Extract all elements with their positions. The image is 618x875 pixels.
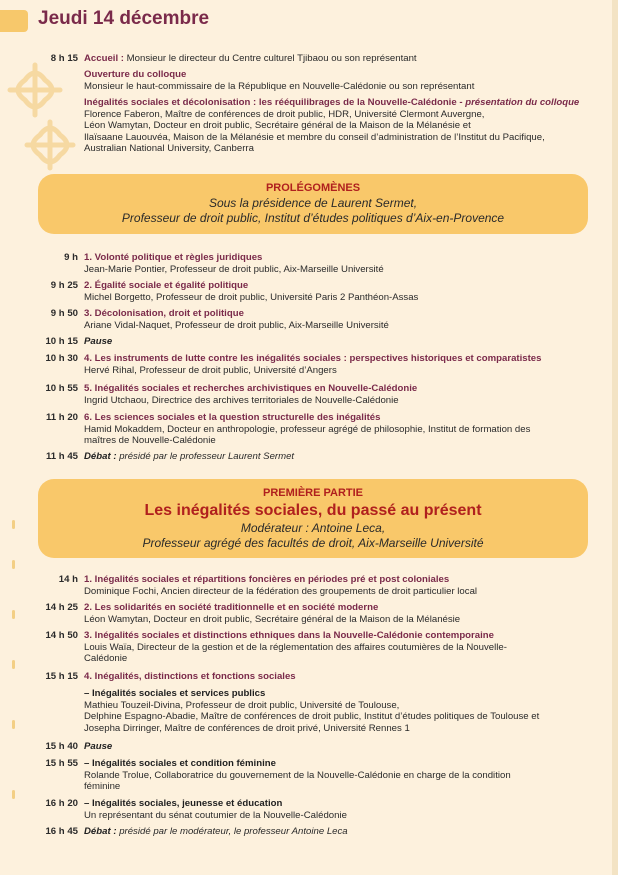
talk-speaker: Ariane Vidal-Naquet, Professeur de droit public, Aix-Marseille Université [84,319,389,331]
item-text: Léon Wamytan, Docteur en droit public, Secrétaire général de la Maison de la Mélanésie et [84,120,471,132]
item-text: Australian National University, Canberra [84,143,254,155]
margin-dash [12,560,15,569]
section-box-prolegomenes [38,174,588,234]
talk-speaker: Jean-Marie Pontier, Professeur de droit public, Aix-Marseille Université [84,263,384,275]
pause-label: Pause [84,741,113,752]
talk-title: 5. Inégalités sociales et recherches archivistiques en Nouvelle-Calédonie [84,383,418,394]
time-label: 10 h 15 [45,336,78,347]
section-title: PROLÉGOMÈNES [265,182,361,194]
time-label: 15 h 40 [45,741,78,752]
section-moderator-title: Professeur agrégé des facultés de droit, Aix-Marseille Université [142,536,484,550]
talk-speaker-cont: Delphine Espagno-Abadie, Maître de conférences de droit public, Institut d’études politiques de Toulouse et [84,711,540,723]
talk-speaker-cont: féminine [84,781,121,793]
item-text: Monsieur le directeur du Centre culturel Tjibaou ou son représentant [126,53,417,64]
talk-speaker: Mathieu Touzeil-Divina, Professeur de droit public, Université de Toulouse, [84,699,400,711]
talk-title: 4. Les instruments de lutte contre les inégalités sociales : perspectives historiques et comparatistes [84,353,542,364]
debat-text: présidé par le modérateur, le professeur Antoine Leca [119,826,348,837]
talk-speaker-cont: Calédonie [84,653,128,665]
margin-dash [12,720,15,729]
item-text: Monsieur le haut-commissaire de la République en Nouvelle-Calédonie ou son représentant [84,80,475,92]
time-label: 9 h 50 [50,308,78,319]
subtalk-title: – Inégalités sociales, jeunesse et éducation [84,798,283,809]
section-chair: Sous la présidence de Laurent Sermet, [208,196,418,210]
talk-speaker: Ingrid Utchaou, Directrice des archives territoriales de Nouvelle-Calédonie [84,394,399,406]
time-label: 15 h 15 [45,671,78,682]
date-tab-marker [0,10,28,32]
talk-speaker: Un représentant du sénat coutumier de la Nouvelle-Calédonie [84,809,347,821]
talk-speaker: Léon Wamytan, Docteur en droit public, Secrétaire général de la Maison de la Mélanésie [84,613,461,625]
time-label: 16 h 45 [45,826,78,837]
margin-dash [12,520,15,529]
time-label: 11 h 45 [45,451,78,462]
section-moderator: Modérateur : Antoine Leca, [240,521,386,535]
subtalk-title: – Inégalités sociales et condition féminine [84,758,276,769]
debat-label: Débat : [84,451,120,462]
talk-title: 4. Inégalités, distinctions et fonctions sociales [84,671,296,682]
section-headline: Les inégalités sociales, du passé au présent [144,502,482,519]
talk-speaker: Rolande Trolue, Collaboratrice du gouvernement de la Nouvelle-Calédonie en charge de la condition [84,769,511,781]
time-label: 14 h 50 [45,630,78,641]
page-edge [612,0,618,875]
talk-title: 2. Les solidarités en société traditionnelle et en société moderne [84,602,379,613]
talk-speaker: Louis Waïa, Directeur de la gestion et de la réglementation des affaires coutumières de la Nouvelle- [84,641,507,653]
time-label: 9 h [64,252,78,263]
item-text: Ilaïsaane Lauouvéa, Maison de la Mélanésie et membre du conseil d’administration de l’Institut du Pacifique, [84,131,545,143]
margin-dash [12,790,15,799]
talk-speaker: Dominique Fochi, Ancien directeur de la fédération des groupements de droit particulier local [84,585,478,597]
talk-title: 2. Égalité sociale et égalité politique [84,280,249,291]
time-label: 15 h 55 [45,758,78,769]
item-title-italic: présentation du colloque [465,97,580,108]
talk-title: 3. Inégalités sociales et distinctions ethniques dans la Nouvelle-Calédonie contemporaine [84,630,494,641]
item-text: Florence Faberon, Maître de conférences de droit public, HDR, Université Clermont Auvergne, [84,108,485,120]
talk-speaker: Hervé Rihal, Professeur de droit public, Université d’Angers [84,364,337,376]
time-label: 14 h 25 [45,602,78,613]
time-label: 10 h 30 [45,353,78,364]
debat-label: Débat : [84,826,120,837]
talk-title: 6. Les sciences sociales et la question structurelle des inégalités [84,412,381,423]
section-chair-title: Professeur de droit public, Institut d’études politiques d’Aix-en-Provence [121,211,505,225]
time-label: 8 h 15 [50,53,78,64]
margin-dash [12,660,15,669]
section-box-premiere-partie [38,479,588,558]
item-title: Accueil : [84,53,127,64]
debat-text: présidé par le professeur Laurent Sermet [119,451,295,462]
item-title: Ouverture du colloque [84,69,187,80]
time-label: 16 h 20 [45,798,78,809]
talk-speaker-cont: Josepha Dirringer, Maître de conférences de droit privé, Université Rennes 1 [84,722,410,734]
time-label: 9 h 25 [50,280,78,291]
time-label: 11 h 20 [45,412,78,423]
talk-title: 1. Volonté politique et règles juridiques [84,252,263,263]
page-date-heading: Jeudi 14 décembre [38,8,210,29]
time-label: 14 h [58,574,78,585]
time-label: 10 h 55 [45,383,78,394]
talk-title: 1. Inégalités sociales et répartitions foncières en périodes pré et post coloniales [84,574,450,585]
subtalk-title: – Inégalités sociales et services publics [84,688,266,699]
item-title: Inégalités sociales et décolonisation : les rééquilibrages de la Nouvelle-Calédonie - [84,97,466,108]
talk-speaker: Hamid Mokaddem, Docteur en anthropologie, professeur agrégé de philosophie, Institut de formation des [84,423,531,435]
section-title: PREMIÈRE PARTIE [262,487,364,499]
talk-title: 3. Décolonisation, droit et politique [84,308,244,319]
pause-label: Pause [84,336,113,347]
margin-dash [12,610,15,619]
talk-speaker: Michel Borgetto, Professeur de droit public, Université Paris 2 Panthéon-Assas [84,291,419,303]
talk-speaker-cont: maîtres de Nouvelle-Calédonie [84,435,216,447]
